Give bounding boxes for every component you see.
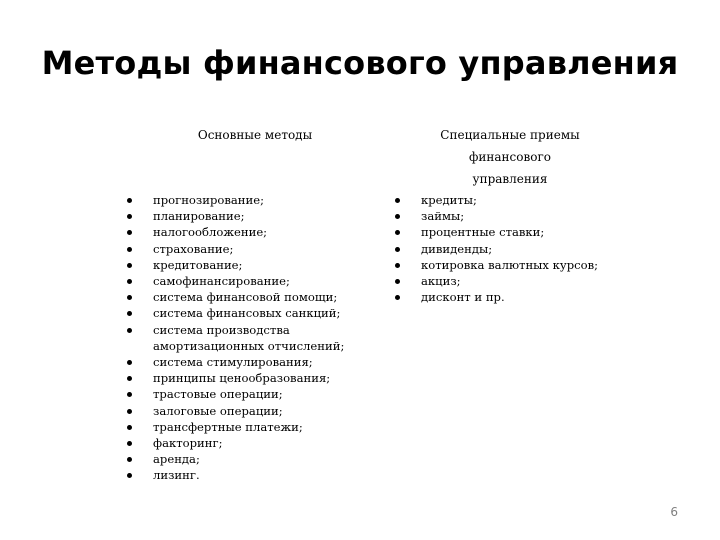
list-item-text: залоговые операции; (153, 403, 283, 418)
bullet-icon (127, 247, 132, 252)
list-item (124, 192, 364, 208)
bullet-icon (127, 360, 132, 365)
list-item-text: страхование; (153, 241, 234, 256)
list-item (124, 322, 364, 354)
bullet-icon (127, 198, 132, 203)
list-item-text: самофинансирование; (153, 274, 290, 289)
list-item-text: дивиденды; (421, 241, 493, 256)
bullet-icon (395, 198, 400, 203)
list-item (124, 386, 364, 402)
list-item (124, 224, 364, 240)
bullet-icon (127, 311, 132, 316)
bullet-icon (127, 230, 132, 235)
right-heading-line-2: управления (472, 172, 548, 186)
bullet-icon (127, 214, 132, 219)
list-item (124, 435, 364, 451)
list-item (124, 305, 364, 321)
slide-title: Методы финансового управления (41, 44, 679, 82)
bullet-icon (127, 441, 132, 446)
special-techniques-list (392, 192, 632, 305)
list-item-text: кредитование; (153, 257, 243, 272)
list-item-text: лизинг. (153, 468, 200, 483)
list-item (392, 208, 632, 224)
bullet-icon (127, 425, 132, 430)
list-item (124, 370, 364, 386)
list-item-text: котировка валютных курсов; (421, 257, 599, 272)
list-item-text: планирование; (153, 209, 245, 224)
list-item (392, 241, 632, 257)
list-item-text: трастовые операции; (153, 387, 283, 402)
bullet-icon (127, 473, 132, 478)
list-item (392, 192, 632, 208)
bullet-icon (127, 392, 132, 397)
list-item-text-continued: амортизационных отчислений; (153, 338, 345, 353)
list-item-text: трансфертные платежи; (153, 419, 303, 434)
bullet-icon (395, 230, 400, 235)
list-item-text: кредиты; (421, 193, 477, 207)
list-item-text: факторинг; (153, 436, 223, 451)
list-item (392, 289, 632, 305)
list-item (124, 354, 364, 370)
list-item (124, 451, 364, 467)
list-item-text: система стимулирования; (153, 355, 313, 370)
list-item-text: система финансовых санкций; (153, 306, 341, 321)
list-item-text: процентные ставки; (421, 225, 545, 240)
list-item-text: прогнозирование; (153, 193, 265, 207)
list-item (392, 257, 632, 273)
list-item-text: система финансовой помощи; (153, 290, 338, 305)
list-item (124, 289, 364, 305)
list-item (124, 241, 364, 257)
bullet-icon (127, 279, 132, 284)
list-item-text: аренда; (153, 452, 200, 467)
list-item (124, 467, 364, 483)
page-number: 6 (670, 505, 678, 519)
bullet-icon (395, 279, 400, 284)
list-item (392, 273, 632, 289)
right-column-heading (400, 124, 620, 190)
right-heading-line-1: Специальные приемы финансового (440, 128, 580, 164)
left-column-heading: Основные методы (197, 128, 313, 142)
bullet-icon (127, 263, 132, 268)
bullet-icon (395, 263, 400, 268)
list-item (124, 257, 364, 273)
list-item (124, 419, 364, 435)
bullet-icon (127, 409, 132, 414)
list-item-text: акциз; (421, 274, 461, 289)
basic-methods-list (124, 192, 364, 484)
list-item (124, 208, 364, 224)
bullet-icon (127, 295, 132, 300)
bullet-icon (127, 457, 132, 462)
list-item-text: налогообложение; (153, 225, 268, 240)
list-item-text: займы; (421, 209, 465, 224)
list-item (124, 403, 364, 419)
bullet-icon (395, 247, 400, 252)
bullet-icon (127, 376, 132, 381)
list-item-text: система производства (153, 322, 290, 337)
list-item-text: принципы ценообразования; (153, 371, 331, 386)
bullet-icon (395, 295, 400, 300)
bullet-icon (127, 328, 132, 333)
list-item (392, 224, 632, 240)
list-item (124, 273, 364, 289)
bullet-icon (395, 214, 400, 219)
list-item-text: дисконт и пр. (421, 290, 505, 305)
